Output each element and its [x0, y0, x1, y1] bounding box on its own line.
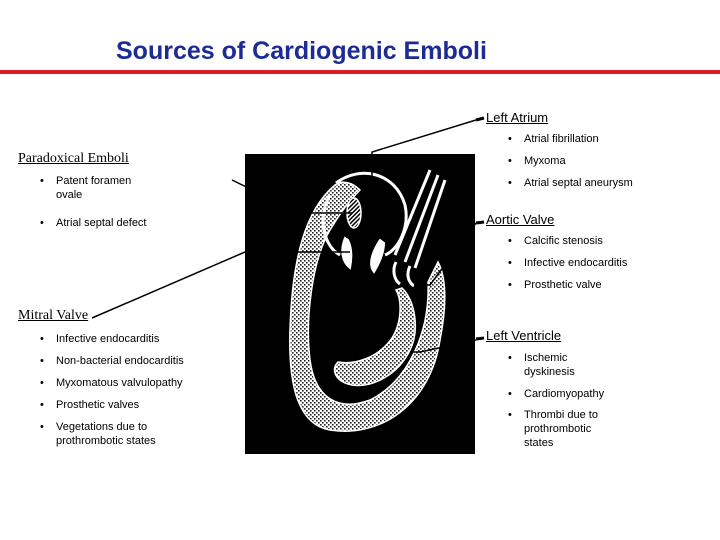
list-item: • Infective endocarditis	[38, 332, 238, 346]
aortic-valve-header: Aortic Valve	[486, 212, 555, 227]
leader-left-atrium-tip	[476, 118, 484, 120]
left-atrium-header: Left Atrium	[486, 110, 549, 125]
paradoxical-emboli-header: Paradoxical Emboli	[18, 151, 129, 166]
list-item: • Patent foramen ovale	[38, 174, 148, 202]
paradoxical-emboli-list	[38, 174, 148, 238]
mitral-valve-header: Mitral Valve	[18, 308, 89, 323]
list-item: • Ischemic dyskinesis	[506, 351, 616, 379]
page-title: Sources of Cardiogenic Emboli	[116, 37, 487, 65]
list-item: • Thrombi due to prothrombotic states	[506, 408, 616, 450]
aortic-valve-list	[506, 234, 636, 300]
list-item: • Prosthetic valves	[38, 398, 238, 412]
list-item: • Cardiomyopathy	[506, 387, 616, 401]
list-item: • Non-bacterial endocarditis	[38, 354, 238, 368]
leader-aortic-tip	[476, 222, 484, 223]
left-ventricle-header: Left Ventricle	[486, 328, 562, 343]
list-item: • Prosthetic valve	[506, 278, 636, 292]
list-item: • Myxoma	[506, 154, 706, 168]
list-item: • Atrial septal aneurysm	[506, 176, 706, 190]
leader-ventricle-tip	[476, 338, 484, 339]
list-item: • Infective endocarditis	[506, 256, 636, 270]
list-item: • Vegetations due to prothrombotic states	[38, 420, 176, 448]
left-ventricle-list	[506, 351, 616, 458]
list-item: • Atrial septal defect	[38, 216, 148, 230]
list-item: • Atrial fibrillation	[506, 132, 706, 146]
list-item: • Myxomatous valvulopathy	[38, 376, 238, 390]
list-item: • Calcific stenosis	[506, 234, 636, 248]
left-atrium-list	[506, 132, 706, 198]
mitral-valve-list	[38, 332, 238, 456]
